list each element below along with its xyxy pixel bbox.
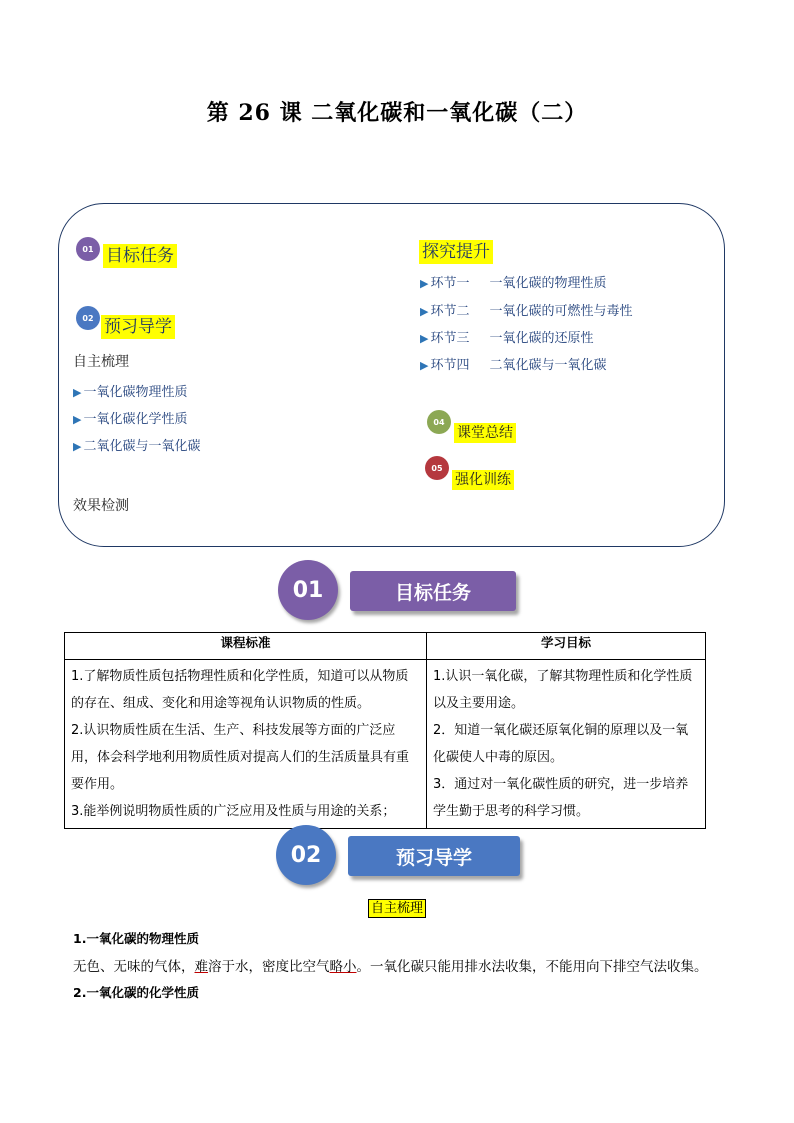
section-number-02: 02 <box>276 825 336 885</box>
section-banner-preview: 预习导学 <box>348 836 520 876</box>
triangle-icon: ▶ <box>73 440 82 453</box>
toc-link[interactable]: ▶ 环节一 一氧化碳的物理性质 <box>420 276 607 291</box>
table-cell-goals: 1.认识一氧化碳，了解其物理性质和化学性质以及主要用途。 2．知道一氧化碳还原氧化铜的原理以及一氧化碳使人中毒的原因。 3．通过对一氧化碳性质的研究，进一步培养学生勤于思考的科学习惯。 <box>427 660 706 829</box>
toc-link[interactable]: ▶ 环节四 二氧化碳与一氧化碳 <box>420 358 607 373</box>
badge-05-icon: 05 <box>425 456 449 480</box>
section-label-self-review: 自主梳理 <box>0 897 794 916</box>
triangle-icon: ▶ <box>420 277 429 290</box>
triangle-icon: ▶ <box>73 413 82 426</box>
table-cell-standards: 1.了解物质性质包括物理性质和化学性质，知道可以从物质的存在、组成、变化和用途等视角认识物质的性质。 2.认识物质性质在生活、生产、科技发展等方面的广泛应用，体会科学地利用物质性质对提高人们的生活质量具有重要作用。 3.能举例说明物质性质的广泛应用及性质与用途的关系； <box>65 660 427 829</box>
objectives-table <box>64 632 706 829</box>
toc-link[interactable]: ▶ 二氧化碳与一氧化碳 <box>73 439 201 454</box>
toc-item-target[interactable]: 目标任务 <box>103 241 177 266</box>
toc-sub-check: 效果检测 <box>73 498 129 514</box>
toc-item-summary[interactable]: 课堂总结 <box>454 422 516 442</box>
triangle-icon: ▶ <box>420 305 429 318</box>
toc-link[interactable]: ▶ 一氧化碳物理性质 <box>73 385 188 400</box>
triangle-icon: ▶ <box>73 386 82 399</box>
page-title: 第 26 课 二氧化碳和一氧化碳（二） <box>206 100 588 126</box>
toc-item-preview[interactable]: 预习导学 <box>101 312 175 337</box>
toc-link[interactable]: ▶ 一氧化碳化学性质 <box>73 412 188 427</box>
section-number-01: 01 <box>278 560 338 620</box>
badge-04-icon: 04 <box>427 410 451 434</box>
badge-02-icon: 02 <box>76 306 100 330</box>
toc-link[interactable]: ▶ 环节三 一氧化碳的还原性 <box>420 331 594 346</box>
triangle-icon: ▶ <box>420 359 429 372</box>
table-header: 学习目标 <box>427 633 706 660</box>
paragraph-physical-properties: 无色、无味的气体，难溶于水，密度比空气略小。一氧化碳只能用排水法收集，不能用向下排空气法收集。 <box>73 959 708 975</box>
toc-sub-self-review: 自主梳理 <box>73 354 129 370</box>
badge-01-icon: 01 <box>76 237 100 261</box>
toc-link[interactable]: ▶ 环节二 一氧化碳的可燃性与毒性 <box>420 304 633 319</box>
toc-item-explore[interactable]: 探究提升 <box>419 237 493 262</box>
heading-chemical-properties: 2.一氧化碳的化学性质 <box>73 985 199 1000</box>
heading-physical-properties: 1.一氧化碳的物理性质 <box>73 931 199 946</box>
triangle-icon: ▶ <box>420 332 429 345</box>
table-header: 课程标准 <box>65 633 427 660</box>
section-banner-target: 目标任务 <box>350 571 516 611</box>
toc-item-training[interactable]: 强化训练 <box>452 469 514 489</box>
